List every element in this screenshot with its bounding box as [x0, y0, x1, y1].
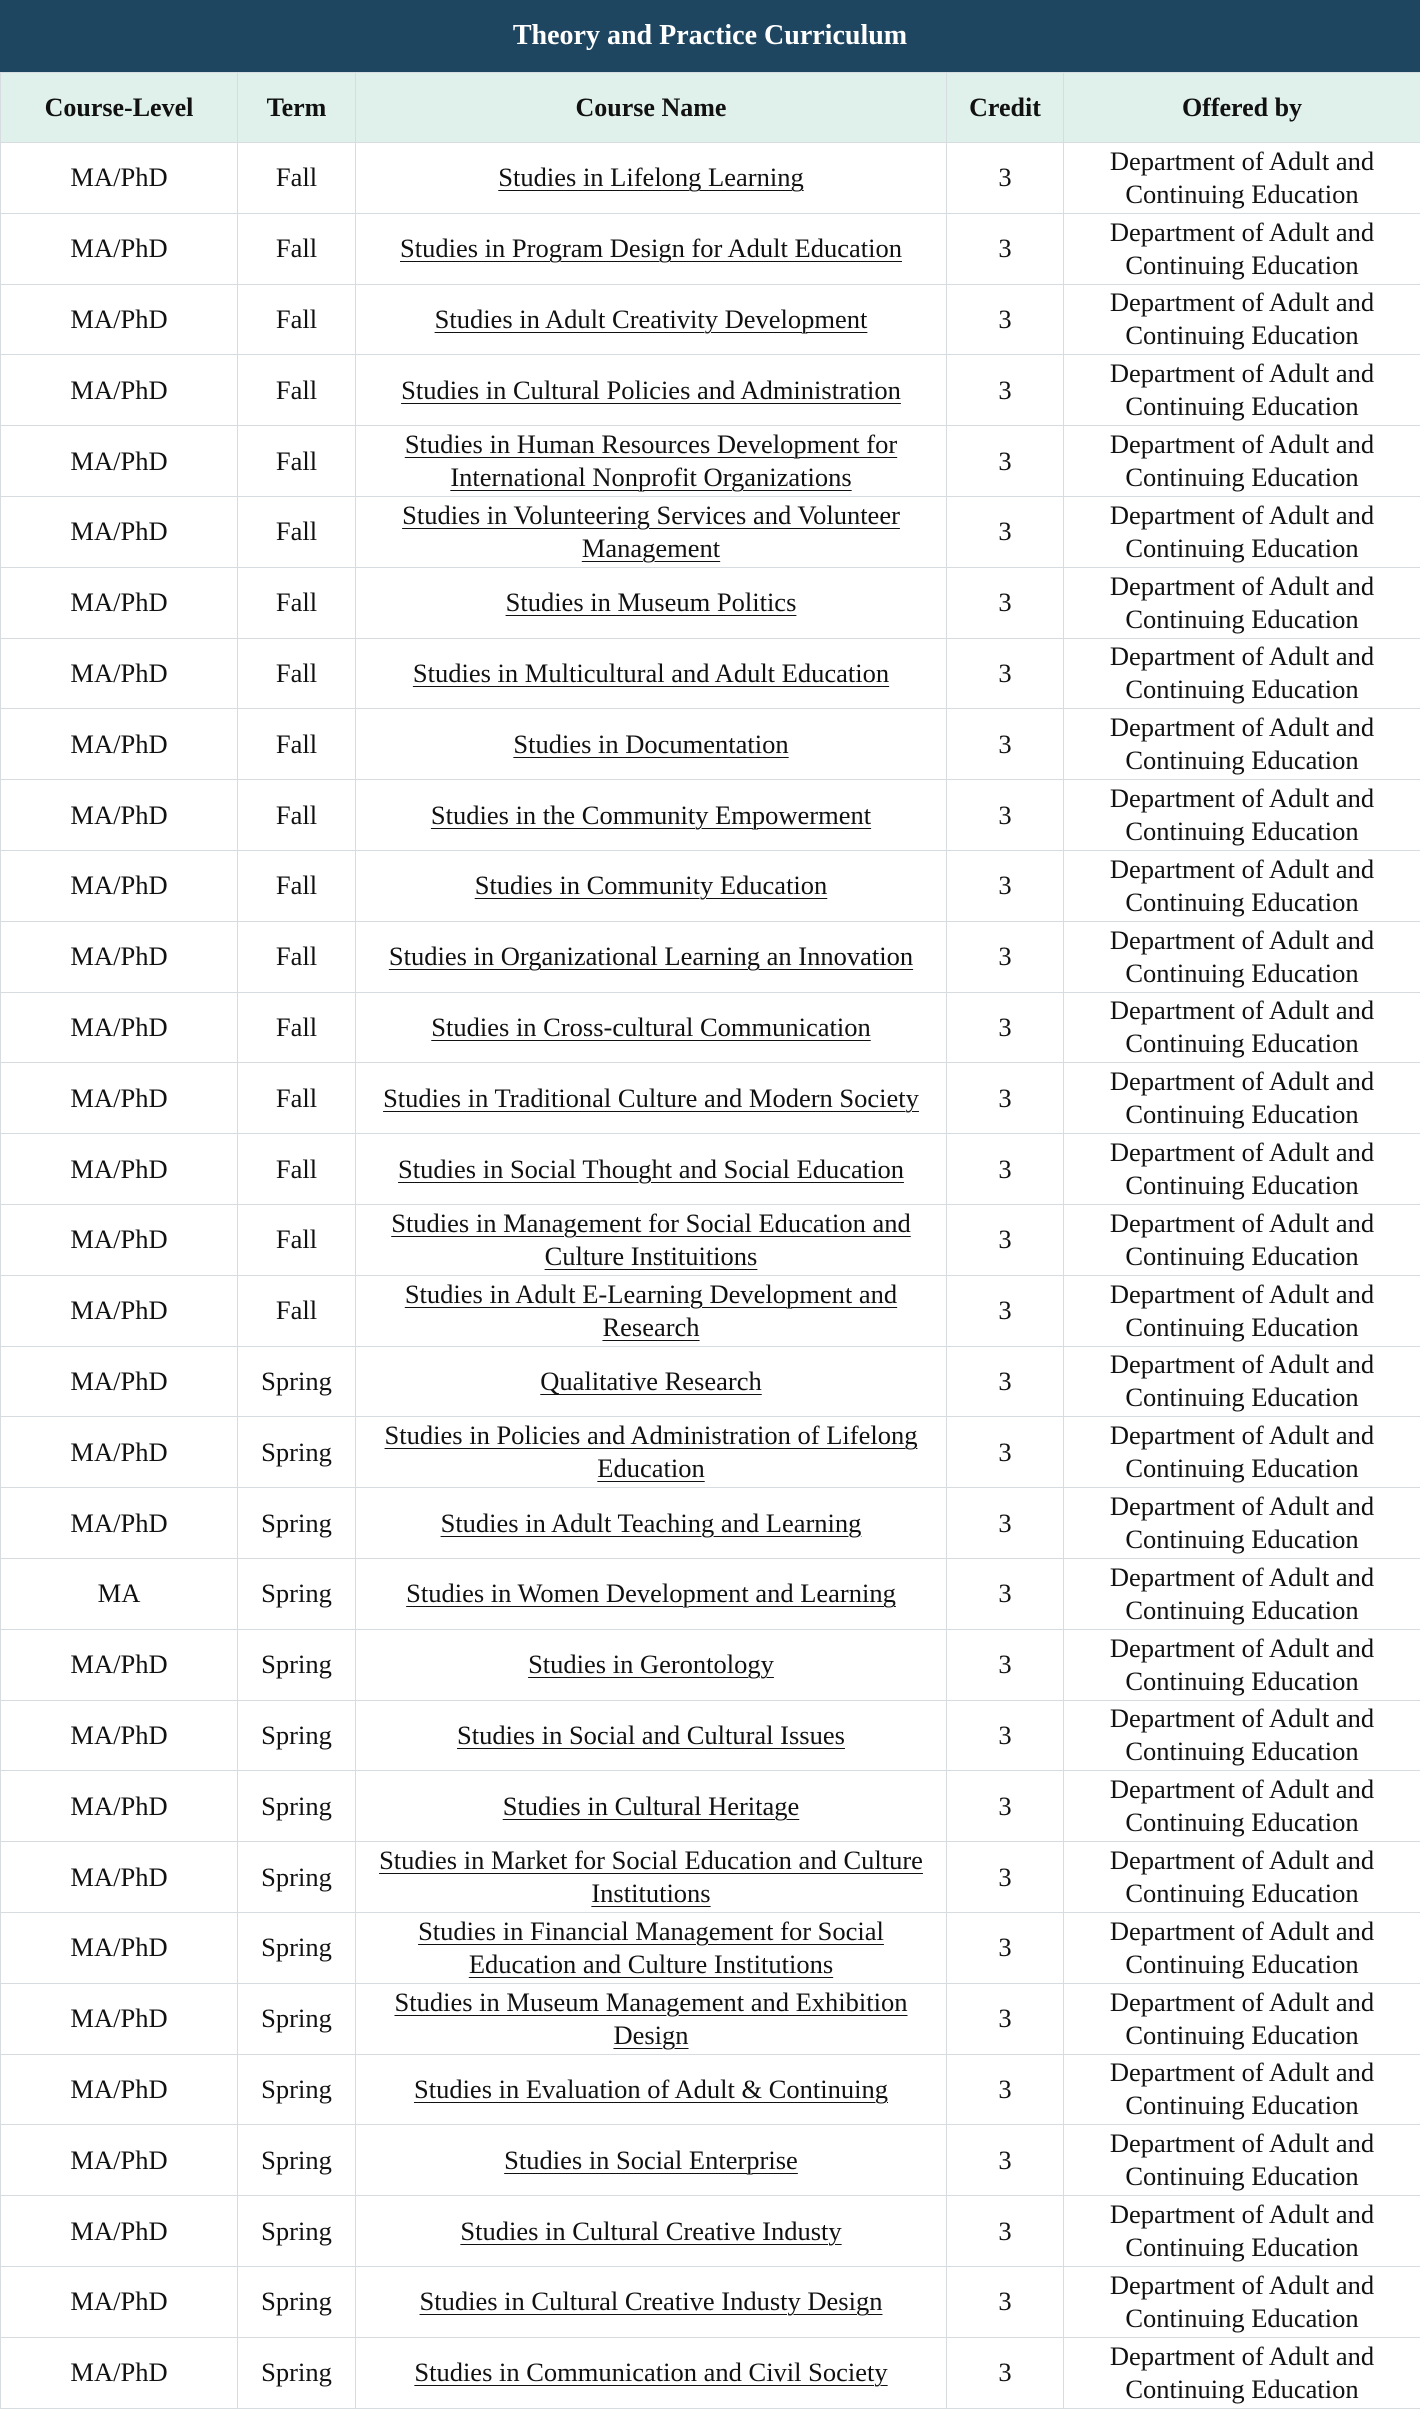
cell-course-level: MA/PhD	[1, 1063, 238, 1134]
cell-term: Fall	[238, 709, 356, 780]
table-row	[1, 1771, 1420, 1842]
course-link[interactable]: Studies in Museum Management and Exhibition Design	[356, 1983, 947, 2054]
cell-course-level: MA/PhD	[1, 1488, 238, 1559]
table-row	[1, 567, 1420, 638]
course-link[interactable]: Studies in Program Design for Adult Education	[356, 213, 947, 284]
course-link[interactable]: Studies in Human Resources Development for International Nonprofit Organizations	[356, 426, 947, 497]
cell-offered-by: Department of Adult and Continuing Education	[1064, 496, 1420, 567]
table-row	[1, 1983, 1420, 2054]
cell-credit: 3	[947, 2125, 1064, 2196]
course-link[interactable]: Studies in Adult Creativity Development	[356, 284, 947, 355]
cell-credit: 3	[947, 2196, 1064, 2267]
table-row	[1, 850, 1420, 921]
cell-offered-by: Department of Adult and Continuing Education	[1064, 1488, 1420, 1559]
course-link[interactable]: Studies in Cultural Creative Industy Design	[356, 2266, 947, 2337]
cell-credit: 3	[947, 1842, 1064, 1913]
table-row	[1, 2054, 1420, 2125]
cell-offered-by: Department of Adult and Continuing Education	[1064, 709, 1420, 780]
cell-credit: 3	[947, 709, 1064, 780]
cell-credit: 3	[947, 1629, 1064, 1700]
table-header	[1, 73, 1420, 143]
table-body	[1, 143, 1420, 2409]
cell-course-level: MA/PhD	[1, 1983, 238, 2054]
cell-offered-by: Department of Adult and Continuing Education	[1064, 850, 1420, 921]
cell-credit: 3	[947, 1417, 1064, 1488]
course-link[interactable]: Studies in Adult E-Learning Development and Research	[356, 1275, 947, 1346]
cell-course-level: MA/PhD	[1, 2125, 238, 2196]
table-row	[1, 638, 1420, 709]
cell-credit: 3	[947, 2337, 1064, 2408]
cell-course-level: MA/PhD	[1, 2196, 238, 2267]
table-row	[1, 2196, 1420, 2267]
course-link[interactable]: Studies in Museum Politics	[356, 567, 947, 638]
cell-term: Spring	[238, 2196, 356, 2267]
cell-offered-by: Department of Adult and Continuing Education	[1064, 1558, 1420, 1629]
cell-offered-by: Department of Adult and Continuing Education	[1064, 143, 1420, 214]
table-row	[1, 2266, 1420, 2337]
cell-term: Spring	[238, 1488, 356, 1559]
table-row	[1, 2125, 1420, 2196]
cell-course-level: MA/PhD	[1, 355, 238, 426]
cell-credit: 3	[947, 921, 1064, 992]
cell-term: Spring	[238, 1700, 356, 1771]
table-row	[1, 426, 1420, 497]
header-credit: Credit	[947, 73, 1064, 143]
cell-term: Spring	[238, 1346, 356, 1417]
cell-course-level: MA/PhD	[1, 992, 238, 1063]
cell-course-level: MA/PhD	[1, 1771, 238, 1842]
table-row	[1, 1629, 1420, 1700]
cell-course-level: MA/PhD	[1, 1629, 238, 1700]
cell-offered-by: Department of Adult and Continuing Education	[1064, 213, 1420, 284]
curriculum-table	[0, 72, 1420, 2409]
cell-term: Fall	[238, 1275, 356, 1346]
cell-course-level: MA/PhD	[1, 780, 238, 851]
course-link[interactable]: Studies in Community Education	[356, 850, 947, 921]
cell-credit: 3	[947, 1700, 1064, 1771]
cell-credit: 3	[947, 1204, 1064, 1275]
cell-credit: 3	[947, 1346, 1064, 1417]
course-link[interactable]: Studies in Policies and Administration of Lifelong Education	[356, 1417, 947, 1488]
cell-course-level: MA	[1, 1558, 238, 1629]
cell-offered-by: Department of Adult and Continuing Education	[1064, 992, 1420, 1063]
cell-offered-by: Department of Adult and Continuing Education	[1064, 567, 1420, 638]
cell-course-level: MA/PhD	[1, 1700, 238, 1771]
cell-term: Fall	[238, 850, 356, 921]
course-link[interactable]: Studies in Cross-cultural Communication	[356, 992, 947, 1063]
cell-credit: 3	[947, 2266, 1064, 2337]
cell-term: Fall	[238, 143, 356, 214]
course-link[interactable]: Studies in Communication and Civil Society	[356, 2337, 947, 2408]
table-row	[1, 1275, 1420, 1346]
cell-course-level: MA/PhD	[1, 638, 238, 709]
cell-offered-by: Department of Adult and Continuing Education	[1064, 921, 1420, 992]
table-row	[1, 284, 1420, 355]
cell-offered-by: Department of Adult and Continuing Education	[1064, 1417, 1420, 1488]
cell-offered-by: Department of Adult and Continuing Education	[1064, 1912, 1420, 1983]
cell-term: Spring	[238, 1842, 356, 1913]
table-row	[1, 355, 1420, 426]
cell-offered-by: Department of Adult and Continuing Education	[1064, 1771, 1420, 1842]
course-link[interactable]: Studies in Women Development and Learning	[356, 1558, 947, 1629]
course-link[interactable]: Studies in Management for Social Education and Culture Instituitions	[356, 1204, 947, 1275]
cell-course-level: MA/PhD	[1, 1346, 238, 1417]
cell-credit: 3	[947, 1134, 1064, 1205]
cell-credit: 3	[947, 780, 1064, 851]
table-row	[1, 1063, 1420, 1134]
table-row	[1, 1488, 1420, 1559]
header-term: Term	[238, 73, 356, 143]
cell-credit: 3	[947, 1558, 1064, 1629]
cell-offered-by: Department of Adult and Continuing Education	[1064, 1275, 1420, 1346]
course-link[interactable]: Studies in Social and Cultural Issues	[356, 1700, 947, 1771]
cell-term: Fall	[238, 567, 356, 638]
header-course-level: Course-Level	[1, 73, 238, 143]
cell-credit: 3	[947, 1063, 1064, 1134]
cell-offered-by: Department of Adult and Continuing Education	[1064, 1629, 1420, 1700]
cell-course-level: MA/PhD	[1, 143, 238, 214]
cell-offered-by: Department of Adult and Continuing Education	[1064, 426, 1420, 497]
cell-term: Fall	[238, 284, 356, 355]
header-row	[1, 73, 1420, 143]
header-offered-by: Offered by	[1064, 73, 1420, 143]
cell-term: Fall	[238, 1204, 356, 1275]
course-link[interactable]: Studies in Cultural Heritage	[356, 1771, 947, 1842]
table-row	[1, 780, 1420, 851]
cell-term: Spring	[238, 1417, 356, 1488]
course-link[interactable]: Studies in Gerontology	[356, 1629, 947, 1700]
table-row	[1, 1134, 1420, 1205]
cell-credit: 3	[947, 213, 1064, 284]
cell-course-level: MA/PhD	[1, 921, 238, 992]
cell-term: Fall	[238, 496, 356, 567]
cell-term: Fall	[238, 780, 356, 851]
cell-offered-by: Department of Adult and Continuing Education	[1064, 2337, 1420, 2408]
cell-offered-by: Department of Adult and Continuing Education	[1064, 1063, 1420, 1134]
cell-term: Fall	[238, 921, 356, 992]
course-link[interactable]: Studies in the Community Empowerment	[356, 780, 947, 851]
table-row	[1, 1912, 1420, 1983]
cell-credit: 3	[947, 355, 1064, 426]
table-row	[1, 1558, 1420, 1629]
cell-offered-by: Department of Adult and Continuing Education	[1064, 2125, 1420, 2196]
cell-course-level: MA/PhD	[1, 1842, 238, 1913]
cell-course-level: MA/PhD	[1, 1417, 238, 1488]
cell-term: Spring	[238, 2337, 356, 2408]
cell-course-level: MA/PhD	[1, 496, 238, 567]
table-row	[1, 992, 1420, 1063]
cell-term: Fall	[238, 992, 356, 1063]
cell-offered-by: Department of Adult and Continuing Education	[1064, 638, 1420, 709]
cell-credit: 3	[947, 567, 1064, 638]
cell-offered-by: Department of Adult and Continuing Education	[1064, 2266, 1420, 2337]
cell-course-level: MA/PhD	[1, 2337, 238, 2408]
course-link[interactable]: Studies in Organizational Learning an Innovation	[356, 921, 947, 992]
course-link[interactable]: Studies in Market for Social Education and Culture Institutions	[356, 1842, 947, 1913]
cell-course-level: MA/PhD	[1, 2054, 238, 2125]
cell-course-level: MA/PhD	[1, 850, 238, 921]
cell-course-level: MA/PhD	[1, 567, 238, 638]
table-row	[1, 1346, 1420, 1417]
course-link[interactable]: Studies in Multicultural and Adult Education	[356, 638, 947, 709]
cell-credit: 3	[947, 1983, 1064, 2054]
table-row	[1, 496, 1420, 567]
cell-term: Spring	[238, 1558, 356, 1629]
course-link[interactable]: Studies in Adult Teaching and Learning	[356, 1488, 947, 1559]
cell-course-level: MA/PhD	[1, 709, 238, 780]
cell-offered-by: Department of Adult and Continuing Education	[1064, 2054, 1420, 2125]
cell-term: Spring	[238, 1771, 356, 1842]
cell-term: Fall	[238, 1063, 356, 1134]
header-course-name: Course Name	[356, 73, 947, 143]
cell-offered-by: Department of Adult and Continuing Education	[1064, 1204, 1420, 1275]
course-link[interactable]: Studies in Documentation	[356, 709, 947, 780]
cell-credit: 3	[947, 1275, 1064, 1346]
cell-credit: 3	[947, 992, 1064, 1063]
cell-offered-by: Department of Adult and Continuing Education	[1064, 1700, 1420, 1771]
cell-course-level: MA/PhD	[1, 1275, 238, 1346]
course-link[interactable]: Studies in Social Enterprise	[356, 2125, 947, 2196]
table-row	[1, 1700, 1420, 1771]
cell-offered-by: Department of Adult and Continuing Education	[1064, 284, 1420, 355]
cell-term: Spring	[238, 1983, 356, 2054]
cell-term: Spring	[238, 1629, 356, 1700]
cell-offered-by: Department of Adult and Continuing Education	[1064, 355, 1420, 426]
cell-credit: 3	[947, 1912, 1064, 1983]
cell-credit: 3	[947, 143, 1064, 214]
cell-course-level: MA/PhD	[1, 1912, 238, 1983]
cell-course-level: MA/PhD	[1, 284, 238, 355]
cell-term: Spring	[238, 2054, 356, 2125]
course-link[interactable]: Studies in Lifelong Learning	[356, 143, 947, 214]
table-row	[1, 709, 1420, 780]
cell-course-level: MA/PhD	[1, 426, 238, 497]
table-row	[1, 1842, 1420, 1913]
cell-credit: 3	[947, 496, 1064, 567]
course-link[interactable]: Studies in Cultural Policies and Administration	[356, 355, 947, 426]
course-link[interactable]: Qualitative Research	[356, 1346, 947, 1417]
course-link[interactable]: Studies in Volunteering Services and Volunteer Management	[356, 496, 947, 567]
table-row	[1, 921, 1420, 992]
cell-term: Fall	[238, 1134, 356, 1205]
cell-course-level: MA/PhD	[1, 1134, 238, 1205]
cell-credit: 3	[947, 284, 1064, 355]
cell-term: Fall	[238, 355, 356, 426]
cell-term: Fall	[238, 426, 356, 497]
course-link[interactable]: Studies in Financial Management for Social Education and Culture Institutions	[356, 1912, 947, 1983]
table-row	[1, 1204, 1420, 1275]
cell-course-level: MA/PhD	[1, 2266, 238, 2337]
cell-term: Spring	[238, 2266, 356, 2337]
cell-term: Spring	[238, 2125, 356, 2196]
cell-credit: 3	[947, 1488, 1064, 1559]
cell-offered-by: Department of Adult and Continuing Education	[1064, 780, 1420, 851]
table-row	[1, 2337, 1420, 2408]
cell-term: Fall	[238, 213, 356, 284]
cell-offered-by: Department of Adult and Continuing Education	[1064, 1134, 1420, 1205]
course-link[interactable]: Studies in Cultural Creative Industy	[356, 2196, 947, 2267]
table-row	[1, 1417, 1420, 1488]
cell-credit: 3	[947, 426, 1064, 497]
cell-offered-by: Department of Adult and Continuing Education	[1064, 1983, 1420, 2054]
cell-credit: 3	[947, 638, 1064, 709]
course-link[interactable]: Studies in Evaluation of Adult & Continuing	[356, 2054, 947, 2125]
course-link[interactable]: Studies in Social Thought and Social Education	[356, 1134, 947, 1205]
cell-course-level: MA/PhD	[1, 213, 238, 284]
cell-course-level: MA/PhD	[1, 1204, 238, 1275]
cell-credit: 3	[947, 1771, 1064, 1842]
cell-credit: 3	[947, 850, 1064, 921]
cell-term: Fall	[238, 638, 356, 709]
cell-offered-by: Department of Adult and Continuing Education	[1064, 1346, 1420, 1417]
course-link[interactable]: Studies in Traditional Culture and Modern Society	[356, 1063, 947, 1134]
table-row	[1, 143, 1420, 214]
cell-credit: 3	[947, 2054, 1064, 2125]
table-row	[1, 213, 1420, 284]
table-title: Theory and Practice Curriculum	[0, 0, 1420, 72]
cell-offered-by: Department of Adult and Continuing Education	[1064, 2196, 1420, 2267]
cell-term: Spring	[238, 1912, 356, 1983]
cell-offered-by: Department of Adult and Continuing Education	[1064, 1842, 1420, 1913]
